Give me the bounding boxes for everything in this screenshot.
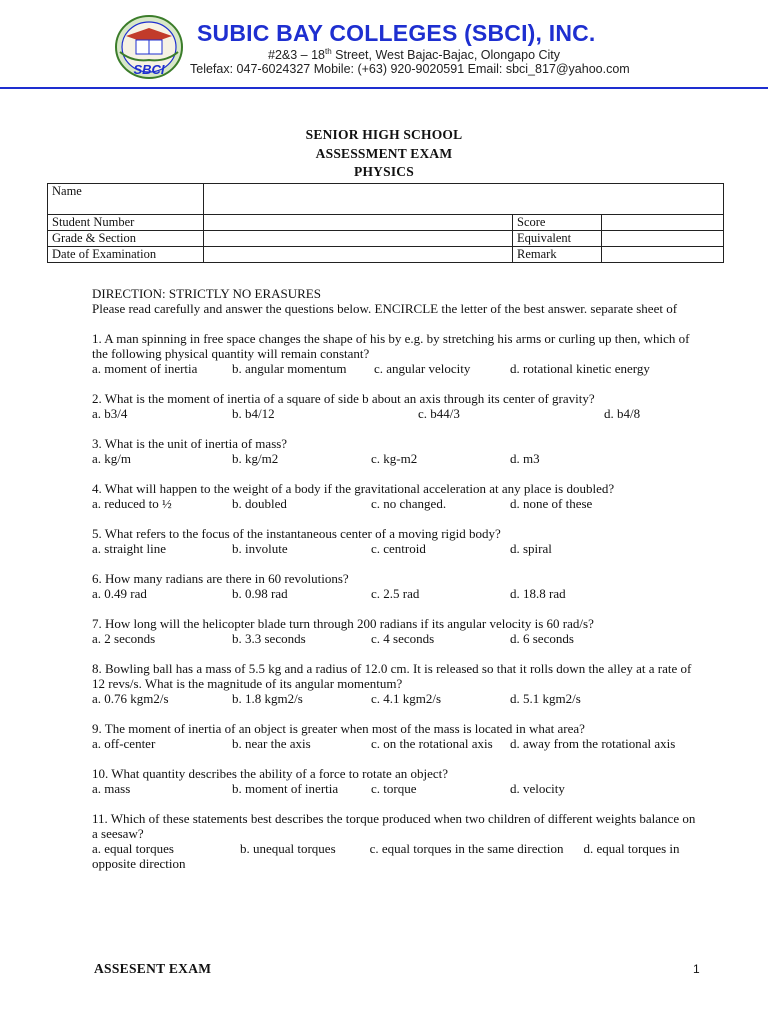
option-b[interactable]: b. 3.3 seconds	[232, 631, 306, 646]
question-text: 5. What refers to the focus of the instantaneous center of a moving rigid body?	[92, 526, 501, 541]
option-d[interactable]: d. velocity	[510, 781, 565, 796]
option-c[interactable]: c. on the rotational axis	[371, 736, 493, 751]
remark-field[interactable]	[602, 247, 724, 263]
option-b[interactable]: b. unequal torques	[239, 841, 336, 856]
question-1	[92, 331, 704, 376]
exam-titles	[0, 126, 768, 182]
question-10	[92, 766, 704, 796]
question-text: 1. A man spinning in free space changes the shape of his by e.g. by stretching his arms or curling up then, which of the following physical quantity will remain constant?	[92, 331, 690, 361]
equivalent-label: Equivalent	[513, 231, 602, 247]
exam-content	[92, 286, 704, 871]
date-label: Date of Examination	[48, 247, 204, 263]
option-d[interactable]: d. 18.8 rad	[510, 586, 566, 601]
option-c[interactable]: c. angular velocity	[374, 361, 471, 376]
school-contact: Telefax: 047-6024327 Mobile: (+63) 920-9020591 Email: sbci_817@yahoo.com	[190, 62, 630, 76]
option-c[interactable]: c. b44/3	[418, 406, 460, 421]
page-number: 1	[693, 962, 700, 976]
instructions-text: Please read carefully and answer the questions below. ENCIRCLE the letter of the best answer. separate sheet of	[92, 301, 678, 316]
grade-section-field[interactable]	[204, 231, 513, 247]
option-c[interactable]: c. no changed.	[371, 496, 447, 511]
option-b[interactable]: b. moment of inertia	[232, 781, 339, 796]
name-field[interactable]	[204, 184, 724, 215]
option-a[interactable]: a. straight line	[92, 541, 167, 556]
option-a[interactable]: a. 0.76 kgm2/s	[92, 691, 169, 706]
option-c[interactable]: c. equal torques in the same direction	[369, 841, 564, 856]
school-address: #2&3 – 18th Street, West Bajac-Bajac, Olongapo City	[268, 47, 561, 63]
remark-label: Remark	[513, 247, 602, 263]
option-c[interactable]: c. torque	[371, 781, 417, 796]
option-a[interactable]: a. mass	[92, 781, 131, 796]
question-text: 7. How long will the helicopter blade turn through 200 radians if its angular velocity is 60 rad/s?	[92, 616, 594, 631]
question-text: 4. What will happen to the weight of a body if the gravitational acceleration at any place is doubled?	[92, 481, 615, 496]
question-text: 10. What quantity describes the ability of a force to rotate an object?	[92, 766, 449, 781]
question-11	[92, 811, 704, 871]
question-4	[92, 481, 704, 511]
question-3	[92, 436, 704, 466]
option-b[interactable]: b. b4/12	[232, 406, 275, 421]
option-d[interactable]: d. equal torques in opposite direction	[92, 841, 680, 871]
option-c[interactable]: c. centroid	[371, 541, 426, 556]
option-c[interactable]: c. kg-m2	[371, 451, 418, 466]
options-row	[92, 841, 704, 871]
question-text: 2. What is the moment of inertia of a square of side b about an axis through its center of gravity?	[92, 391, 595, 406]
question-text: 11. Which of these statements best describes the torque produced when two children of different weights balance on a seesaw?	[92, 811, 696, 841]
option-b[interactable]: b. 1.8 kgm2/s	[232, 691, 303, 706]
option-b[interactable]: b. angular momentum	[232, 361, 347, 376]
question-8	[92, 661, 704, 706]
equivalent-field[interactable]	[602, 231, 724, 247]
logo-text: SBCI	[133, 62, 165, 77]
option-b[interactable]: b. 0.98 rad	[232, 586, 288, 601]
option-d[interactable]: d. away from the rotational axis	[510, 736, 676, 751]
direction-text: DIRECTION: STRICTLY NO ERASURES	[92, 286, 321, 301]
option-d[interactable]: d. 6 seconds	[510, 631, 574, 646]
option-d[interactable]: d. m3	[510, 451, 540, 466]
option-d[interactable]: d. 5.1 kgm2/s	[510, 691, 581, 706]
option-d[interactable]: d. spiral	[510, 541, 552, 556]
option-b[interactable]: b. near the axis	[232, 736, 311, 751]
option-a[interactable]: a. off-center	[92, 736, 156, 751]
title-line-1: SENIOR HIGH SCHOOL	[305, 127, 463, 142]
school-logo-icon	[114, 14, 184, 80]
option-c[interactable]: c. 4.1 kgm2/s	[371, 691, 442, 706]
title-line-3: PHYSICS	[354, 164, 414, 179]
school-name: SUBIC BAY COLLEGES (SBCI), INC.	[197, 20, 596, 46]
question-5	[92, 526, 704, 556]
option-a[interactable]: a. b3/4	[92, 406, 128, 421]
name-label: Name	[48, 184, 204, 215]
option-a[interactable]: a. 2 seconds	[92, 631, 156, 646]
question-9	[92, 721, 704, 751]
question-7	[92, 616, 704, 646]
option-a[interactable]: a. moment of inertia	[92, 361, 198, 376]
score-field[interactable]	[602, 215, 724, 231]
student-info-table	[47, 183, 724, 263]
question-text: 6. How many radians are there in 60 revolutions?	[92, 571, 349, 586]
option-a[interactable]: a. equal torques	[92, 841, 174, 856]
option-c[interactable]: c. 2.5 rad	[371, 586, 420, 601]
option-b[interactable]: b. doubled	[232, 496, 287, 511]
question-2	[92, 391, 704, 421]
option-d[interactable]: d. none of these	[510, 496, 593, 511]
option-d[interactable]: d. b4/8	[604, 406, 641, 421]
option-a[interactable]: a. 0.49 rad	[92, 586, 147, 601]
option-a[interactable]: a. reduced to ½	[92, 496, 172, 511]
question-text: 9. The moment of inertia of an object is greater when most of the mass is located in what area?	[92, 721, 585, 736]
option-b[interactable]: b. involute	[232, 541, 288, 556]
option-a[interactable]: a. kg/m	[92, 451, 131, 466]
question-text: 8. Bowling ball has a mass of 5.5 kg and a radius of 12.0 cm. It is released so that it rolls down the alley at a rate of 12 revs/s. What is the magnitude of its angular momentum?	[92, 661, 692, 691]
question-text: 3. What is the unit of inertia of mass?	[92, 436, 288, 451]
header-divider	[0, 87, 768, 89]
letterhead	[0, 0, 768, 90]
grade-section-label: Grade & Section	[48, 231, 204, 247]
option-d[interactable]: d. rotational kinetic energy	[510, 361, 650, 376]
title-line-2: ASSESSMENT EXAM	[315, 145, 453, 161]
question-6	[92, 571, 704, 601]
footer-label: ASSESENT EXAM	[94, 961, 212, 976]
score-label: Score	[513, 215, 602, 231]
student-number-field[interactable]	[204, 215, 513, 231]
option-b[interactable]: b. kg/m2	[232, 451, 279, 466]
option-c[interactable]: c. 4 seconds	[371, 631, 435, 646]
date-field[interactable]	[204, 247, 513, 263]
student-number-label: Student Number	[48, 215, 204, 231]
